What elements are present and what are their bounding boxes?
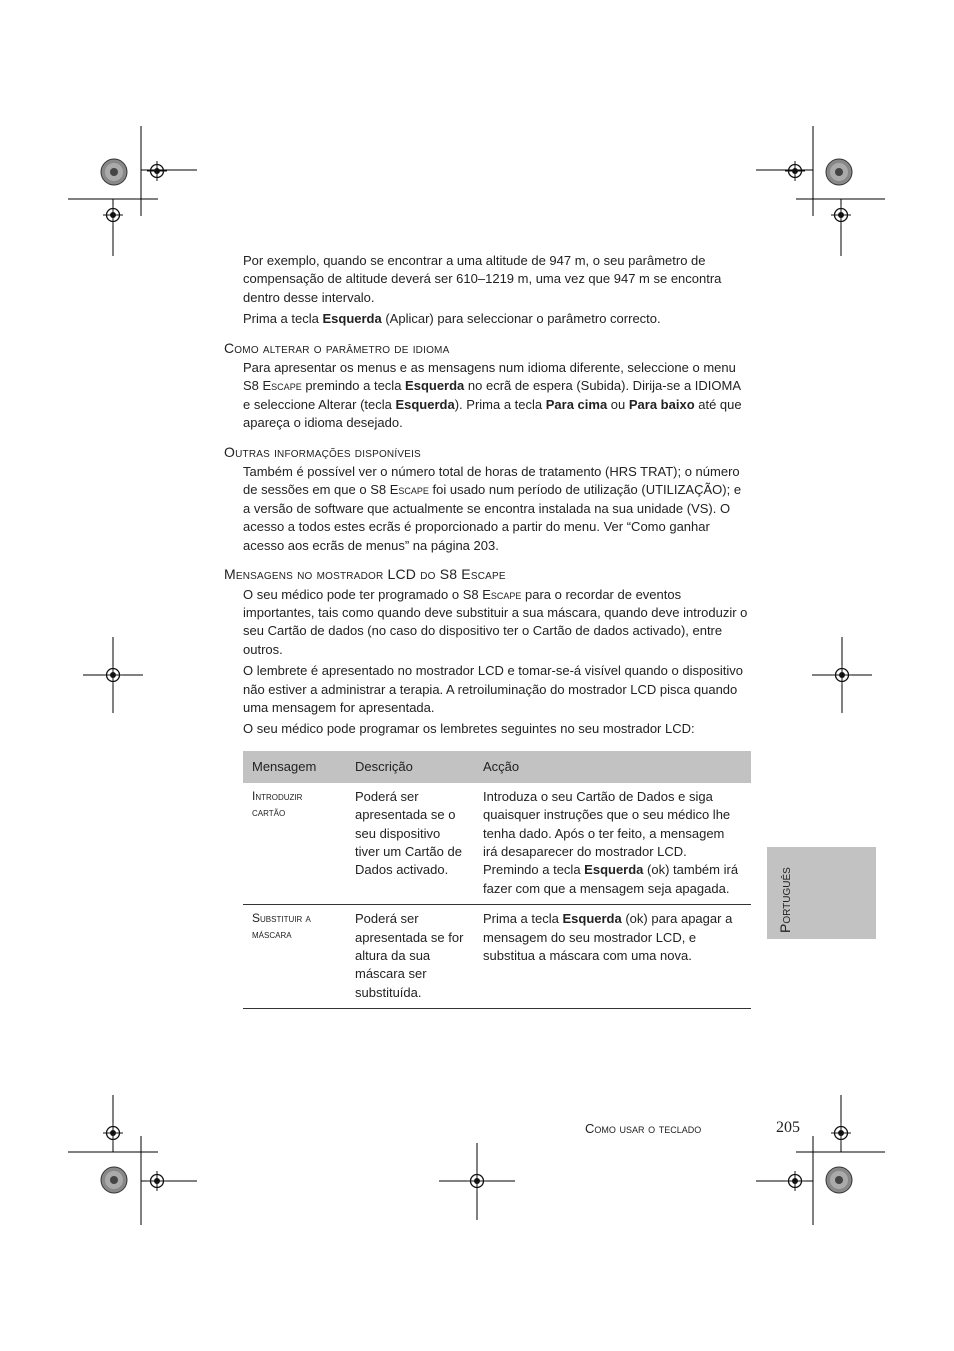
- message-description: Poderá ser apresentada se o seu dispositivo tiver um Cartão de Dados activado.: [346, 783, 474, 905]
- key-name: Esquerda: [322, 311, 382, 327]
- text-run: no ecrã de espera (Subida). Dirija-se a IDIOMA e seleccione Alterar (tecla: [243, 378, 741, 412]
- message-code: Introduzir cartão: [243, 783, 346, 905]
- intro-paragraph: Por exemplo, quando se encontrar a uma altitude de 947 m, o seu parâmetro de compensação de altitude deverá ser 610–1219 m, uma vez que 947 m se encontra dentro desse intervalo.: [243, 253, 722, 305]
- message-code: Substituir a máscara: [243, 905, 346, 1009]
- text-run: foi usado num período de utilização (UTILIZAÇÃO); e a versão de software que actualmente se encontra instalada na sua unidade (VS). O acesso a todos estes ecrãs é proporcionado a partir do menu. Ver “Como ganhar acesso aos ecrãs de menus” na página 203.: [243, 482, 742, 553]
- text-run: ou: [607, 396, 629, 412]
- header-description: Descrição: [346, 751, 474, 783]
- product-name: S8 Escape: [462, 586, 522, 602]
- text-run: Introduza o seu Cartão de Dados e siga quaisquer instruções que o seu médico lhe tenha dado. Após o ter feito, a mensagem irá desaparecer do mostrador LCD. Premindo a tecla: [483, 788, 731, 878]
- product-name: S8 Escape: [243, 378, 302, 394]
- footer-title: Como usar o teclado: [585, 1121, 702, 1136]
- text-run: premindo a tecla: [301, 378, 406, 394]
- table-row: [243, 905, 751, 1009]
- text-run: (ok) para apagar a mensagem do seu mostrador LCD, e substitua a máscara com uma nova.: [483, 911, 733, 963]
- message-action: [474, 783, 751, 905]
- key-name: Esquerda: [562, 911, 622, 927]
- messages-table: [243, 751, 751, 1009]
- table-header-row: [243, 751, 751, 783]
- table-row: [243, 783, 751, 905]
- lcd-paragraph-1: [243, 586, 751, 660]
- other-info-paragraph: [243, 463, 751, 555]
- section-heading-lcd-messages: Mensagens no mostrador LCD do S8 Escape: [224, 566, 506, 583]
- key-name: Para cima: [545, 396, 608, 412]
- text-run: Prima a tecla: [483, 911, 563, 927]
- page-number: 205: [776, 1119, 800, 1136]
- lcd-paragraph-3: O seu médico pode programar os lembretes seguintes no seu mostrador LCD:: [243, 721, 695, 737]
- section-heading-language: Como alterar o parâmetro de idioma: [224, 339, 450, 356]
- language-paragraph: [243, 359, 751, 433]
- side-tab-label: Português: [777, 867, 793, 933]
- product-name: S8 Escape: [370, 482, 429, 498]
- text-run: ). Prima a tecla: [454, 396, 546, 412]
- language-side-tab: [767, 847, 876, 939]
- key-name: Esquerda: [584, 862, 644, 878]
- text-run: (ok) também irá fazer com que a mensagem seja apagada.: [483, 862, 739, 896]
- main-content: [224, 252, 751, 1009]
- section-heading-other-info: Outras informações disponíveis: [224, 443, 421, 460]
- text-run: para o recordar de eventos importantes, tais como quando deve substituir a sua máscara, quando deve introduzir o seu Cartão de dados (no caso do dispositivo ter o Cartão de dados activado), entre outros.: [243, 586, 748, 657]
- text-run: Também é possível ver o número total de horas de tratamento (HRS TRAT); o número de sessões em que o: [243, 464, 740, 498]
- header-message: Mensagem: [243, 751, 346, 783]
- message-description: Poderá ser apresentada se for altura da sua máscara ser substituída.: [346, 905, 474, 1009]
- text-run: até que apareça o idioma desejado.: [243, 396, 742, 431]
- text-run: (Aplicar) para seleccionar o parâmetro correcto.: [381, 311, 661, 327]
- text-run: Prima a tecla: [243, 311, 323, 327]
- key-name: Para baixo: [628, 396, 695, 412]
- intro-paragraph-2: [243, 310, 751, 328]
- message-action: [474, 905, 751, 1009]
- key-name: Esquerda: [395, 396, 455, 412]
- text-run: Para apresentar os menus e as mensagens num idioma diferente, seleccione o menu: [243, 360, 736, 376]
- lcd-paragraph-2: O lembrete é apresentado no mostrador LCD e tomar-se-á visível quando o dispositivo não estiver a administrar a terapia. A retroiluminação do mostrador LCD pisca quando uma mensagem for apresentada.: [243, 663, 744, 715]
- key-name: Esquerda: [405, 378, 465, 394]
- text-run: O seu médico pode ter programado o: [243, 586, 463, 602]
- header-action: Acção: [474, 751, 751, 783]
